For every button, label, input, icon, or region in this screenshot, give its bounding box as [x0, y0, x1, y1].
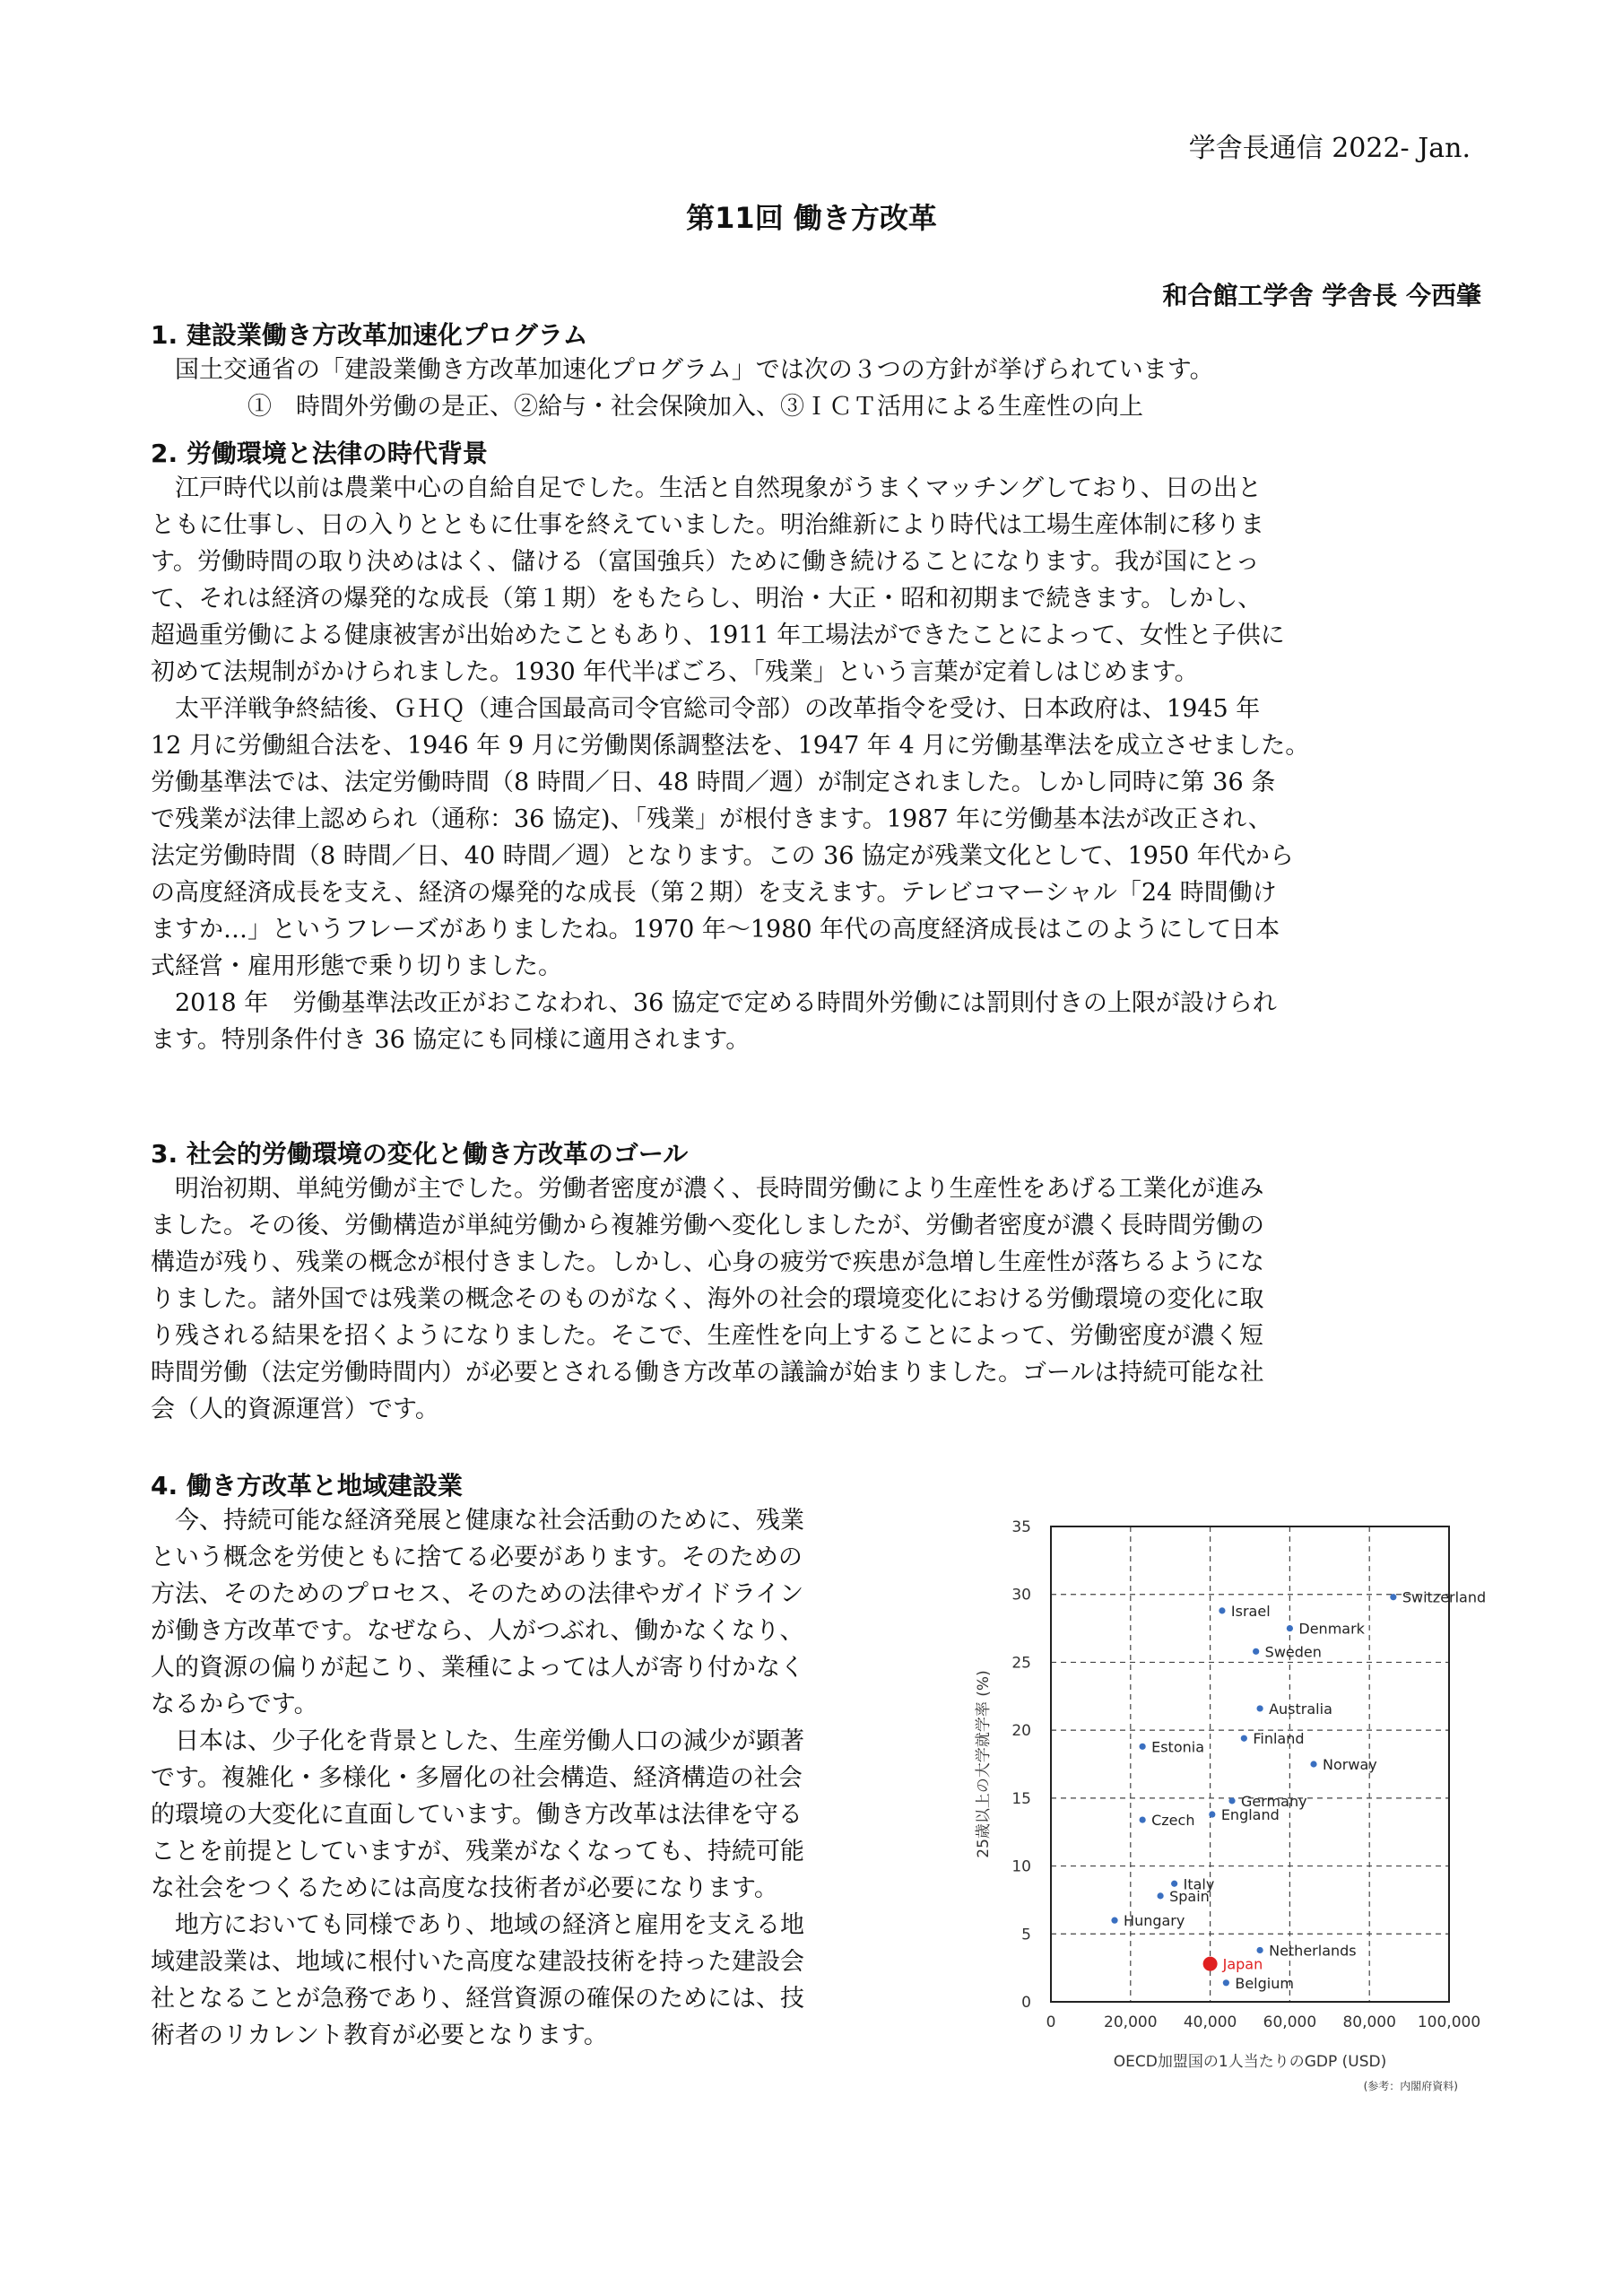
text-line: な社会をつくるためには高度な技術者が必要になります。	[151, 1874, 778, 1902]
text-line: 時間労働（法定労働時間内）が必要とされる働き方改革の議論が始まりました。ゴールは持続可能な社	[151, 1359, 1264, 1387]
data-point	[1390, 1594, 1396, 1600]
text-line: ました。その後、労働構造が単純労働から複雑労働へ変化しましたが、労働者密度が濃く長時間労働の	[151, 1212, 1264, 1239]
data-point	[1140, 1744, 1146, 1750]
data-point	[1257, 1705, 1263, 1711]
text-line: で残業が法律上認められ（通称：36 協定)、「残業」が根付きます。1987 年に労働基本法が改正され、	[151, 805, 1272, 833]
text-line: 日本は、少子化を背景とした、生産労働人口の減少が顕著	[175, 1727, 804, 1755]
data-point	[1203, 1957, 1218, 1971]
text-line: 会（人的資源運営）です。	[151, 1396, 439, 1423]
text-line: という概念を労使ともに捨てる必要があります。そのための	[151, 1544, 803, 1571]
section-1-body	[151, 352, 1478, 425]
page-title: 第11回 働き方改革	[686, 201, 937, 235]
text-line: が働き方改革です。なぜなら、人がつぶれ、働かなくなり、	[151, 1617, 804, 1645]
point-label: Australia	[1269, 1700, 1332, 1718]
point-label: Switzerland	[1402, 1588, 1487, 1606]
y-tick-label: 25	[1011, 1654, 1031, 1673]
text-line: ます。特別条件付き 36 協定にも同様に適用されます。	[151, 1026, 751, 1054]
data-points	[1111, 1589, 1486, 1992]
text-line: 初めて法規制がかけられました。1930 年代半ばごろ、「残業」という言葉が定着しはじめます。	[151, 658, 1199, 686]
text-line: 2018 年 労働基準法改正がおこなわれ、36 協定で定める時間外労働には罰則付きの上限が設けられ	[175, 989, 1277, 1017]
text-line: 社となることが急務であり、経営資源の確保のためには、技	[151, 1985, 804, 2013]
section-3-body	[151, 1170, 1478, 1428]
y-tick-label: 15	[1011, 1789, 1031, 1808]
data-point	[1310, 1761, 1316, 1767]
section-4-heading: 4. 働き方改革と地域建設業	[151, 1471, 463, 1500]
x-tick-label: 100,000	[1417, 2013, 1481, 2031]
text-line: ますか…」というフレーズがありましたね。1970 年～1980 年代の高度経済成長はこのようにして日本	[151, 916, 1280, 944]
plot-frame	[1051, 1526, 1449, 2002]
data-point	[1287, 1625, 1293, 1631]
data-point	[1257, 1947, 1263, 1953]
text-line: す。労働時間の取り決めははく、儲ける（富国強兵）ために働き続けることになります。我が国にとっ	[151, 548, 1260, 576]
point-label: Spain	[1169, 1887, 1210, 1905]
x-tick-label: 20,000	[1104, 2013, 1158, 2031]
y-tick-label: 10	[1011, 1857, 1031, 1876]
point-label: Germany	[1241, 1792, 1307, 1810]
text-line: の高度経済成長を支え、経済の爆発的な成長（第２期）を支えます。テレビコマーシャル「24 時間働け	[151, 879, 1277, 907]
text-line: り残される結果を招くようになりました。そこで、生産性を向上することによって、労働密度が濃く短	[151, 1322, 1263, 1350]
text-line: 術者のリカレント教育が必要となります。	[151, 2022, 608, 2049]
section-1-heading: 1. 建設業働き方改革加速化プログラム	[151, 320, 588, 350]
point-label: Finland	[1253, 1730, 1305, 1748]
x-tick-label: 60,000	[1263, 2013, 1317, 2031]
text-line: 超過重労働による健康被害が出始めたこともあり、1911 年工場法ができたことによって、女性と子供に	[151, 622, 1285, 649]
text-line: 国土交通省の「建設業働き方改革加速化プログラム」では次の３つの方針が挙げられています。	[175, 356, 1214, 384]
point-label: England	[1220, 1806, 1280, 1824]
text-line: 方法、そのためのプロセス、そのための法律やガイドライン	[151, 1580, 804, 1608]
point-label: Denmark	[1298, 1620, 1365, 1638]
text-line: 人的資源の偏りが起こり、業種によっては人が寄り付かなく	[151, 1654, 804, 1682]
point-label: Belgium	[1235, 1974, 1294, 1992]
point-label: Italy	[1183, 1875, 1215, 1893]
y-tick-label: 35	[1011, 1518, 1031, 1536]
data-point	[1223, 1979, 1229, 1986]
text-line: 式経営・雇用形態で乗り切りました。	[151, 952, 562, 980]
section-2-heading: 2. 労働環境と法律の時代背景	[151, 439, 488, 468]
text-line: なるからです。	[151, 1691, 318, 1718]
source-note: (参考：内閣府資料)	[1363, 2080, 1458, 2092]
author-line: 和合館工学舎 学舎長 今西肇	[1162, 281, 1481, 310]
x-tick-label: 80,000	[1342, 2013, 1396, 2031]
grid-lines	[1051, 1526, 1449, 2002]
y-tick-label: 0	[1021, 1994, 1031, 2012]
data-point	[1171, 1881, 1177, 1887]
text-line: りました。諸外国では残業の概念そのものがなく、海外の社会的環境変化における労働環境の変化に取	[151, 1285, 1264, 1313]
point-label: Japan	[1222, 1955, 1263, 1973]
text-line: ともに仕事し、日の入りとともに仕事を終えていました。明治維新により時代は工場生産体制に移りま	[151, 511, 1264, 539]
y-tick-label: 20	[1011, 1722, 1031, 1741]
text-line: 構造が残り、残業の概念が根付きました。しかし、心身の疲労で疾患が急増し生産性が落ちるようにな	[151, 1248, 1264, 1276]
section-3-heading: 3. 社会的労働環境の変化と働き方改革のゴール	[151, 1139, 689, 1169]
y-tick-label: 5	[1021, 1926, 1031, 1944]
text-line: 法定労働時間（8 時間／日、40 時間／週）となります。この 36 協定が残業文化として、1950 年代から	[151, 842, 1294, 870]
text-line: 労働基準法では、法定労働時間（8 時間／日、48 時間／週）が制定されました。しかし同時に第 36 条	[151, 769, 1276, 796]
point-label: Czech	[1151, 1812, 1195, 1830]
x-tick-label: 0	[1046, 2013, 1056, 2031]
data-point	[1241, 1735, 1247, 1742]
newsletter-label: 学舎長通信 2022- Jan.	[1188, 133, 1471, 164]
text-line: 地方においても同様であり、地域の経済と雇用を支える地	[175, 1911, 804, 1939]
y-tick-label: 30	[1011, 1586, 1031, 1605]
text-line: ① 時間外労働の是正、②給与・社会保険加入、③ＩＣＴ活用による生産性の向上	[247, 393, 1143, 421]
point-label: Norway	[1323, 1756, 1377, 1773]
x-tick-label: 40,000	[1183, 2013, 1237, 2031]
data-point	[1209, 1811, 1215, 1817]
text-line: て、それは経済の爆発的な成長（第１期）をもたらし、明治・大正・昭和初期まで続きます。しかし、	[151, 585, 1263, 613]
text-line: 明治初期、単純労働が主でした。労働者密度が濃く、長時間労働により生産性をあげる工業化が進み	[175, 1175, 1264, 1203]
text-line: 的環境の大変化に直面しています。働き方改革は法律を守る	[151, 1801, 803, 1829]
text-line: 太平洋戦争終結後、ＧＨＱ（連合国最高司令官総司令部）の改革指令を受け、日本政府は、1945 年	[175, 695, 1261, 723]
point-label: Hungary	[1124, 1912, 1185, 1930]
gdp-university-scatter-chart	[968, 1507, 1497, 2152]
text-line: 域建設業は、地域に根付いた高度な建設技術を持った建設会	[151, 1948, 804, 1976]
point-label: Israel	[1230, 1602, 1271, 1620]
y-axis-label: 25歳以上の大学就学率 (%)	[975, 1670, 993, 1858]
data-point	[1158, 1892, 1164, 1899]
point-label: Netherlands	[1269, 1942, 1357, 1960]
data-point	[1253, 1648, 1259, 1655]
x-axis-label: OECD加盟国の1人当たりのGDP (USD)	[1113, 2053, 1387, 2071]
data-point	[1228, 1797, 1235, 1804]
text-line: ことを前提としていますが、残業がなくなっても、持続可能	[151, 1838, 804, 1866]
text-line: 江戸時代以前は農業中心の自給自足でした。生活と自然現象がうまくマッチングしており、日の出と	[175, 474, 1263, 502]
text-line: 今、持続可能な経済発展と健康な社会活動のために、残業	[175, 1507, 804, 1535]
section-2-body	[151, 470, 1478, 1058]
section-4-body	[151, 1502, 940, 2054]
scatter-chart-svg	[968, 1507, 1497, 2152]
text-line: 12 月に労働組合法を、1946 年 9 月に労働関係調整法を、1947 年 4 月に労働基準法を成立させました。	[151, 732, 1310, 760]
data-point	[1140, 1816, 1146, 1822]
point-label: Sweden	[1264, 1643, 1322, 1661]
point-label: Estonia	[1151, 1738, 1205, 1756]
data-point	[1111, 1918, 1117, 1924]
text-line: です。複雑化・多様化・多層化の社会構造、経済構造の社会	[151, 1764, 803, 1792]
data-point	[1219, 1607, 1225, 1613]
